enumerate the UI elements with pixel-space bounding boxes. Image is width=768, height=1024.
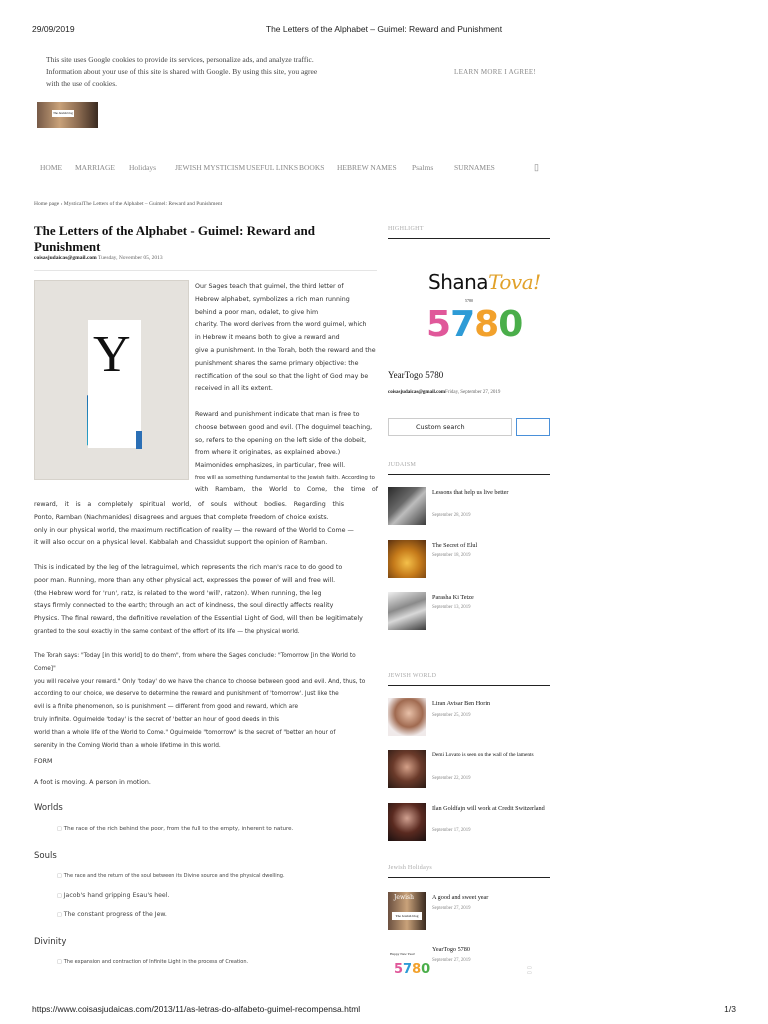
text-line: rectification of the soul so that the light of God may be	[195, 372, 369, 380]
text-line: reward, it is a completely spiritual world, of souls without bodies. Regarding this	[34, 501, 344, 508]
nav-item-hebrew-names[interactable]: HEBREW NAMES	[337, 163, 397, 172]
logo-bar	[34, 102, 37, 128]
shana-year: 5780	[426, 304, 523, 345]
text-line: behind a poor man, odalet, to give him	[195, 308, 319, 316]
print-title: The Letters of the Alphabet – Guimel: Reward and Punishment	[265, 24, 503, 34]
text-line: from where it originates, as explained above.)	[195, 449, 341, 457]
text-line: only in our physical world, the maximum rectification of reality — the reward of the World to Come —	[34, 526, 354, 534]
post-date: September 27, 2019	[432, 906, 471, 911]
text-line: poor man. Running, more than any other physical act, expresses the power of will and free will.	[34, 576, 336, 584]
post-thumbnail[interactable]	[388, 944, 431, 984]
post-date: September 13, 2019	[432, 605, 471, 610]
divinity-heading: Divinity	[34, 937, 67, 947]
post-byline	[34, 255, 163, 261]
scroll-indicator-icon[interactable]: ▭ ▭	[527, 966, 532, 976]
sidebar-highlight-label: HIGHLIGHT	[388, 226, 424, 232]
post-thumbnail[interactable]	[388, 750, 426, 788]
text-line: you will receive your reward." Only 'today' do we have the chance to choose between good and evil. And, thus, to	[34, 678, 366, 685]
souls-bullet: □ Jacob's hand gripping Esau's heel.	[57, 892, 169, 899]
shana-sub: 5780	[465, 298, 473, 303]
post-thumbnail[interactable]	[388, 592, 426, 630]
text-line: The Torah says: "Today [in this world] to do them", from where the Sages conclude: "Tomorrow [in the World to Come]"	[34, 653, 356, 672]
sidebar-divider	[388, 685, 550, 686]
post-link[interactable]: Demi Lovato is seen on the wall of the laments	[432, 752, 534, 758]
nav-item-jewish-mysticism[interactable]: JEWISH MYSTICISM	[175, 163, 246, 172]
highlight-date: Friday, September 27, 2019	[445, 390, 501, 395]
text-line: evil is a finite phenomenon, so is punishment — different from good and reward, which are	[34, 704, 299, 711]
figure-accent	[136, 431, 142, 449]
text-line: (the Hebrew word for 'run', ratz, is related to the word 'will', ratzon). When running, the leg	[34, 589, 322, 597]
print-url[interactable]: https://www.coisasjudaicas.com/2013/11/as-letras-do-alfabeto-guimel-recompensa.html	[32, 1004, 361, 1014]
cookie-line-2: Information about your use of this site is shared with Google. By using this site, you agree	[46, 67, 318, 76]
post-title: The Letters of the Alphabet - Guimel: Reward and Punishment	[34, 223, 315, 254]
post-date: September 28, 2019	[432, 513, 471, 518]
form-text: A foot is moving. A person in motion.	[34, 779, 151, 786]
tova-word: Tova!	[488, 270, 541, 294]
worlds-bullet: □ The race of the rich behind the poor, from the full to the empty, inherent to nature.	[57, 826, 293, 832]
custom-search-placeholder: Custom search	[416, 423, 465, 431]
text-line: granted to the soul exactly in the same context of the effort of its life — the physical world.	[34, 628, 300, 635]
guimel-letter-image	[34, 280, 189, 480]
text-line: charity. The word derives from the word guimel, which	[195, 321, 367, 329]
sidebar-divider	[388, 474, 550, 475]
souls-heading: Souls	[34, 851, 57, 861]
highlight-post-byline	[388, 390, 500, 395]
text-line: Reward and punishment indicate that man is free to	[195, 411, 360, 418]
cookie-notice	[46, 54, 366, 90]
print-date: 29/09/2019	[32, 24, 75, 34]
post-thumbnail[interactable]	[388, 540, 426, 578]
post-thumbnail[interactable]	[388, 698, 426, 736]
text-line: so, refers to the opening on the left side of the dobeit,	[195, 436, 367, 444]
paragraph-intro	[195, 281, 378, 396]
cookie-line-1: This site uses Google cookies to provide its services, personalize ads, and analyze traffic.	[46, 55, 314, 64]
divinity-bullet: □ The expansion and contraction of Infinite Light in the process of Creation.	[57, 959, 248, 965]
text-line: stays firmly connected to the earth; through an act of kindness, the soul directly affects reality	[34, 602, 334, 610]
souls-bullet: □ The constant progress of the Jew.	[57, 911, 167, 918]
nav-item-psalms[interactable]: Psalms	[412, 163, 434, 172]
paragraph-running	[34, 562, 378, 639]
highlight-post-title[interactable]: YearTogo 5780	[388, 370, 444, 380]
search-button[interactable]	[516, 418, 550, 436]
nav-item-home[interactable]: HOME	[40, 163, 63, 172]
text-line: Ponto, Ramban (Nachmanides) disagrees and argues that complete freedom of choice exists.	[34, 513, 329, 521]
thumb-text: The Jewish blog	[392, 912, 422, 920]
shana-word: ShanaTova!	[428, 270, 541, 294]
text-line: give a punishment. In the Torah, both the reward and the	[195, 346, 376, 354]
sidebar-holidays-label: Jewish Holidays	[388, 865, 432, 871]
search-icon[interactable]: ▯	[534, 162, 539, 172]
post-date: September 25, 2019	[432, 713, 471, 718]
sidebar-world-label: JEWISH WORLD	[388, 673, 437, 679]
cookie-line-3: with the use of cookies.	[46, 79, 118, 88]
text-line-small: free will as something fundamental to the Jewish faith. According to	[195, 474, 375, 481]
text-line: This is indicated by the leg of the letraguimel, which represents the rich man's race to do good to	[34, 564, 343, 571]
custom-search-input[interactable]	[388, 418, 512, 436]
thumb-text: Jewish	[394, 894, 414, 901]
print-page-number: 1/3	[724, 1004, 736, 1014]
souls-bullet: □ The race and the return of the soul between its Divine source and the physical dwelling.	[57, 873, 285, 879]
post-date: September 18, 2019	[432, 553, 471, 558]
figure-glyph: Y	[93, 326, 131, 383]
paragraph-rambam	[34, 499, 378, 550]
text-line: according to our choice, we deserve to determine the reward and punishment of 'tomorrow'. Just like the	[34, 691, 339, 698]
print-footer	[32, 1004, 736, 1018]
post-thumbnail[interactable]	[388, 487, 426, 525]
text-line: serenity in the Coming World than a whole lifetime in this world.	[34, 742, 221, 749]
post-date: September 27, 2019	[432, 958, 471, 963]
main-nav	[40, 163, 550, 177]
post-date: Tuesday, November 05, 2013	[96, 255, 163, 261]
sidebar-divider	[388, 877, 550, 878]
thumb-text: Happy New Year!	[390, 952, 416, 956]
nav-item-books[interactable]: BOOKS	[299, 163, 325, 172]
post-link[interactable]: A good and sweet year	[432, 894, 489, 901]
nav-item-useful-links[interactable]: USEFUL LINKS	[246, 163, 299, 172]
print-header	[32, 24, 736, 38]
text-line: world than a whole life of the World to Come." Oguimelde "tomorrow" is the secret of "better an hour of	[34, 729, 336, 736]
worlds-heading: Worlds	[34, 803, 63, 813]
site-logo[interactable]	[34, 102, 98, 128]
post-link[interactable]: Liran Avisar Ben Horin	[432, 700, 491, 707]
text-line: punishment shares the same primary objective: the	[195, 359, 359, 367]
title-divider	[34, 270, 377, 271]
post-link[interactable]: Parasha Ki Tetze	[432, 594, 474, 601]
paragraph-today-tomorrow	[34, 650, 378, 752]
text-line: choose between good and evil. (The doguimel teaching,	[195, 423, 373, 431]
thumb-year: 5780	[394, 962, 431, 977]
sidebar-judaism-label: JUDAISM	[388, 462, 417, 468]
text-line: Physics. The final reward, the definitive revelation of the Essential Light of God, will then be legitimately	[34, 615, 363, 623]
post-thumbnail[interactable]	[388, 803, 426, 841]
breadcrumb[interactable]: Home page › MysticalThe Letters of the Alphabet – Guimel: Reward and Punishment	[34, 201, 223, 207]
text-line: it will also occur on a physical level. Kabbalah and Chassidut support the opinion of Ramban.	[34, 539, 328, 547]
form-label: FORM	[34, 758, 53, 765]
text-line: with Rambam, the World to Come, the time of	[195, 485, 378, 493]
sidebar-divider	[388, 238, 550, 239]
post-date: September 22, 2019	[432, 776, 471, 781]
text-line: Hebrew alphabet, symbolizes a rich man running	[195, 295, 350, 303]
post-link[interactable]: Lessons that help us live better	[432, 489, 509, 496]
cookie-buttons[interactable]: LEARN MORE I AGREE!	[454, 68, 537, 76]
nav-item-holidays[interactable]: Holidays	[129, 163, 157, 172]
post-author[interactable]: coisasjudaicas@gmail.com	[34, 255, 97, 261]
post-thumbnail[interactable]	[388, 892, 426, 930]
shana-tova-image[interactable]	[420, 266, 541, 356]
post-link[interactable]: YearTogo 5780	[432, 946, 470, 953]
nav-item-surnames[interactable]: SURNAMES	[454, 163, 495, 172]
text-line: in Hebrew it means both to give a reward and	[195, 334, 340, 342]
logo-text: The Jewish blog	[53, 111, 73, 115]
text-line: truly infinite. Oguimelde 'today' is the secret of 'better an hour of good deeds in this	[34, 716, 280, 723]
text-line: Our Sages teach that guimel, the third letter of	[195, 283, 344, 290]
post-link[interactable]: The Secret of Elul	[432, 542, 478, 549]
nav-item-marriage[interactable]: MARRIAGE	[75, 163, 116, 172]
text-line: Maimonides emphasizes, in particular, free will.	[195, 462, 346, 470]
paragraph-free-will	[195, 409, 378, 497]
highlight-author[interactable]: coisasjudaicas@gmail.com	[388, 390, 446, 395]
post-date: September 17, 2019	[432, 828, 471, 833]
post-link[interactable]: Ilan Goldfajn will work at Credit Switzerland	[432, 805, 545, 812]
text-line: received in all its extent.	[195, 385, 273, 393]
